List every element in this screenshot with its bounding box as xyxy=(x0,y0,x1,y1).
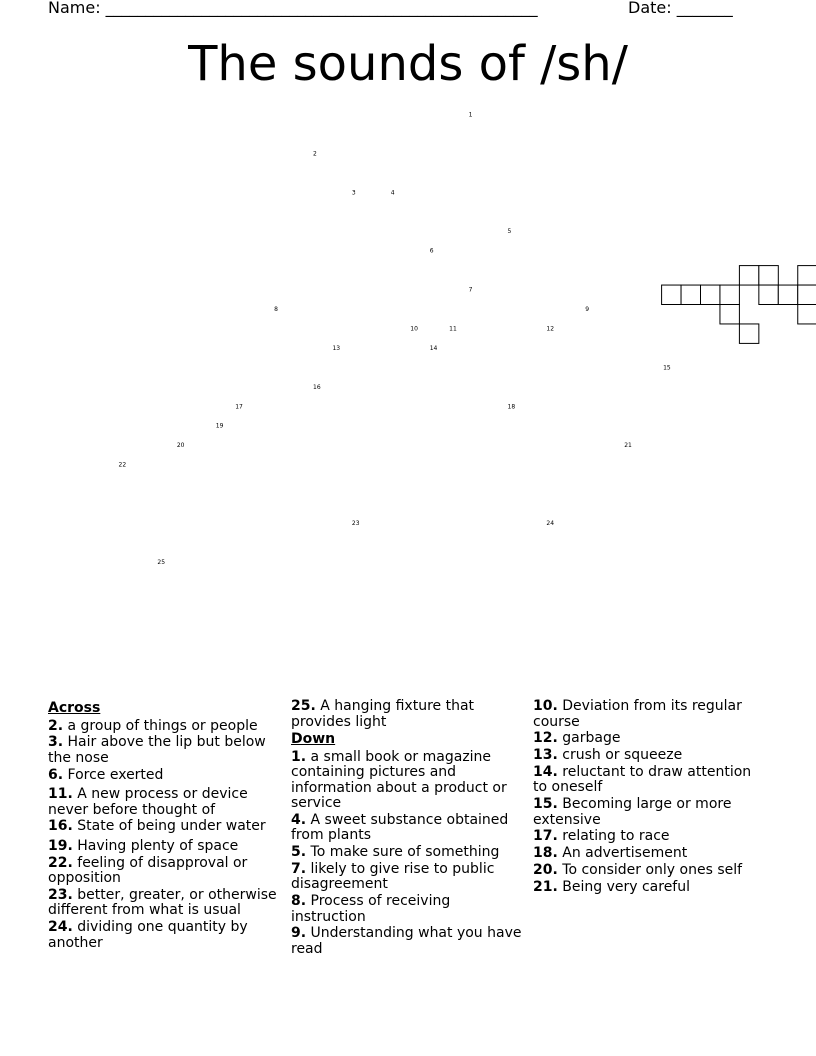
clue-across-22 xyxy=(48,856,280,887)
clue-across-11 xyxy=(48,787,280,818)
clue-number-label: 23 xyxy=(351,519,360,527)
clue-number-label: 4 xyxy=(390,189,395,197)
clue-text: feeling of disapproval or opposition xyxy=(48,854,248,887)
clue-number: 16. xyxy=(48,818,73,835)
grid-cell[interactable] xyxy=(720,285,739,304)
clue-down-8 xyxy=(291,894,523,925)
clues-column-2 xyxy=(291,699,523,959)
clue-down-17 xyxy=(533,829,765,845)
down-heading: Down xyxy=(291,731,336,747)
clue-number: 8. xyxy=(291,893,307,910)
grid-cell[interactable] xyxy=(798,266,816,285)
clue-text: relating to race xyxy=(562,828,670,845)
clue-number: 15. xyxy=(533,796,558,813)
clue-text: Having plenty of space xyxy=(77,837,239,854)
clue-text: a small book or magazine containing pictures and information about a product or service xyxy=(291,748,507,811)
clue-down-20 xyxy=(533,863,765,879)
grid-cell[interactable] xyxy=(759,285,778,304)
clue-down-5 xyxy=(291,845,523,861)
clue-down-1 xyxy=(291,750,523,812)
clues-column-1 xyxy=(48,699,280,953)
clue-number-label: 21 xyxy=(624,442,632,450)
clue-number-label: 1 xyxy=(468,111,473,119)
clue-text: Process of receiving instruction xyxy=(291,893,451,925)
clue-text: To make sure of something xyxy=(310,844,500,861)
clue-text: better, greater, or otherwise different from what is usual xyxy=(48,886,277,919)
grid-cell[interactable] xyxy=(739,324,758,343)
clue-text: Becoming large or more extensive xyxy=(533,796,732,828)
clue-number: 10. xyxy=(533,698,558,714)
clue-down-14 xyxy=(533,765,765,796)
clue-across-24 xyxy=(48,920,280,951)
clue-text: Understanding what you have read xyxy=(291,925,522,957)
clue-text: State of being under water xyxy=(77,818,266,835)
clue-number: 21. xyxy=(533,878,558,895)
clue-down-15 xyxy=(533,797,765,828)
clue-number: 5. xyxy=(291,844,307,861)
clue-text: crush or squeeze xyxy=(562,747,683,764)
clue-number: 4. xyxy=(291,811,307,828)
clue-down-13 xyxy=(533,748,765,764)
clue-text: A hanging fixture that provides light xyxy=(291,698,475,730)
clue-text: a group of things or people xyxy=(67,717,258,734)
clue-text: likely to give rise to public disagreement xyxy=(291,860,495,893)
clue-number-label: 18 xyxy=(507,403,516,411)
clue-down-10 xyxy=(533,699,765,730)
clue-down-9 xyxy=(291,926,523,957)
clue-number: 13. xyxy=(533,747,558,764)
clue-across-2 xyxy=(48,719,280,735)
clue-across-16 xyxy=(48,819,280,835)
clue-text: A sweet substance obtained from plants xyxy=(291,811,509,844)
clue-text: To consider only ones self xyxy=(562,862,743,879)
clue-number-label: 15 xyxy=(663,364,671,372)
grid-cell[interactable] xyxy=(720,305,739,324)
name-field[interactable]: Name: ______________________________________________________ xyxy=(48,0,538,17)
clue-number: 20. xyxy=(533,862,558,879)
clue-down-7 xyxy=(291,862,523,893)
clue-number: 25. xyxy=(291,698,316,714)
clues-column-3 xyxy=(533,699,765,897)
grid-cell[interactable] xyxy=(662,285,681,304)
clue-down-18 xyxy=(533,846,765,862)
clue-number-label: 10 xyxy=(410,325,418,333)
clue-number-label: 22 xyxy=(118,461,127,469)
clue-number-label: 6 xyxy=(429,247,434,255)
clue-number: 14. xyxy=(533,763,558,780)
clue-number-label: 8 xyxy=(274,306,278,313)
clue-number: 22. xyxy=(48,854,73,871)
clue-number-label: 12 xyxy=(546,325,555,333)
clue-number-label: 11 xyxy=(449,325,457,333)
clue-number: 9. xyxy=(291,925,307,942)
clue-number-label: 3 xyxy=(351,189,356,197)
clue-text: garbage xyxy=(562,730,621,747)
clue-across-6 xyxy=(48,768,280,784)
clue-number-label: 7 xyxy=(468,286,473,294)
clue-number-label: 5 xyxy=(507,228,512,236)
clue-text: Hair above the lip but below the nose xyxy=(48,734,266,766)
clue-down-21 xyxy=(533,880,765,896)
clue-down-4 xyxy=(291,813,523,844)
grid-cell[interactable] xyxy=(681,285,700,304)
date-field[interactable]: Date: _______ xyxy=(628,0,733,17)
grid-cell[interactable] xyxy=(739,266,758,285)
clue-number: 3. xyxy=(48,734,64,751)
clue-across-19 xyxy=(48,839,280,855)
clue-number-label: 17 xyxy=(235,403,243,411)
clue-text: reluctant to draw attention to oneself xyxy=(533,763,752,796)
clue-across-25 xyxy=(291,699,523,730)
clue-number: 17. xyxy=(533,828,558,845)
grid-cell[interactable] xyxy=(778,285,797,304)
clue-number-label: 9 xyxy=(585,306,590,313)
clue-number: 7. xyxy=(291,860,307,877)
grid-cell[interactable] xyxy=(701,285,720,304)
clue-number: 18. xyxy=(533,845,558,862)
clue-number: 24. xyxy=(48,919,73,936)
clue-number-label: 14 xyxy=(429,344,438,352)
clue-across-23 xyxy=(48,888,280,919)
clue-number: 1. xyxy=(291,748,307,765)
clue-text: Force exerted xyxy=(67,766,164,783)
clue-number: 11. xyxy=(48,786,73,803)
across-heading: Across xyxy=(48,700,101,716)
page-title: The sounds of /sh/ xyxy=(188,36,628,92)
clue-number: 6. xyxy=(48,766,64,783)
clue-number: 12. xyxy=(533,730,558,747)
grid-cell[interactable] xyxy=(759,266,778,285)
clue-number-label: 20 xyxy=(176,442,185,450)
clue-number-label: 13 xyxy=(332,344,341,352)
clue-number: 23. xyxy=(48,886,73,903)
clue-across-3 xyxy=(48,735,280,766)
grid-cell[interactable] xyxy=(798,305,816,324)
clue-text: Being very careful xyxy=(562,878,691,895)
clue-number: 2. xyxy=(48,717,64,734)
clue-text: An advertisement xyxy=(562,845,688,862)
clue-number-label: 19 xyxy=(215,422,224,430)
clue-number: 19. xyxy=(48,837,73,854)
clue-number-label: 16 xyxy=(313,383,321,391)
clue-down-12 xyxy=(533,731,765,747)
clue-text: dividing one quantity by another xyxy=(48,919,248,951)
clue-number-label: 2 xyxy=(313,150,317,158)
clue-text: A new process or device never before thought of xyxy=(48,786,248,818)
clue-number-label: 25 xyxy=(157,558,166,566)
clue-text: Deviation from its regular course xyxy=(533,698,742,730)
clue-number-label: 24 xyxy=(546,519,555,527)
grid-cell[interactable] xyxy=(798,285,816,304)
